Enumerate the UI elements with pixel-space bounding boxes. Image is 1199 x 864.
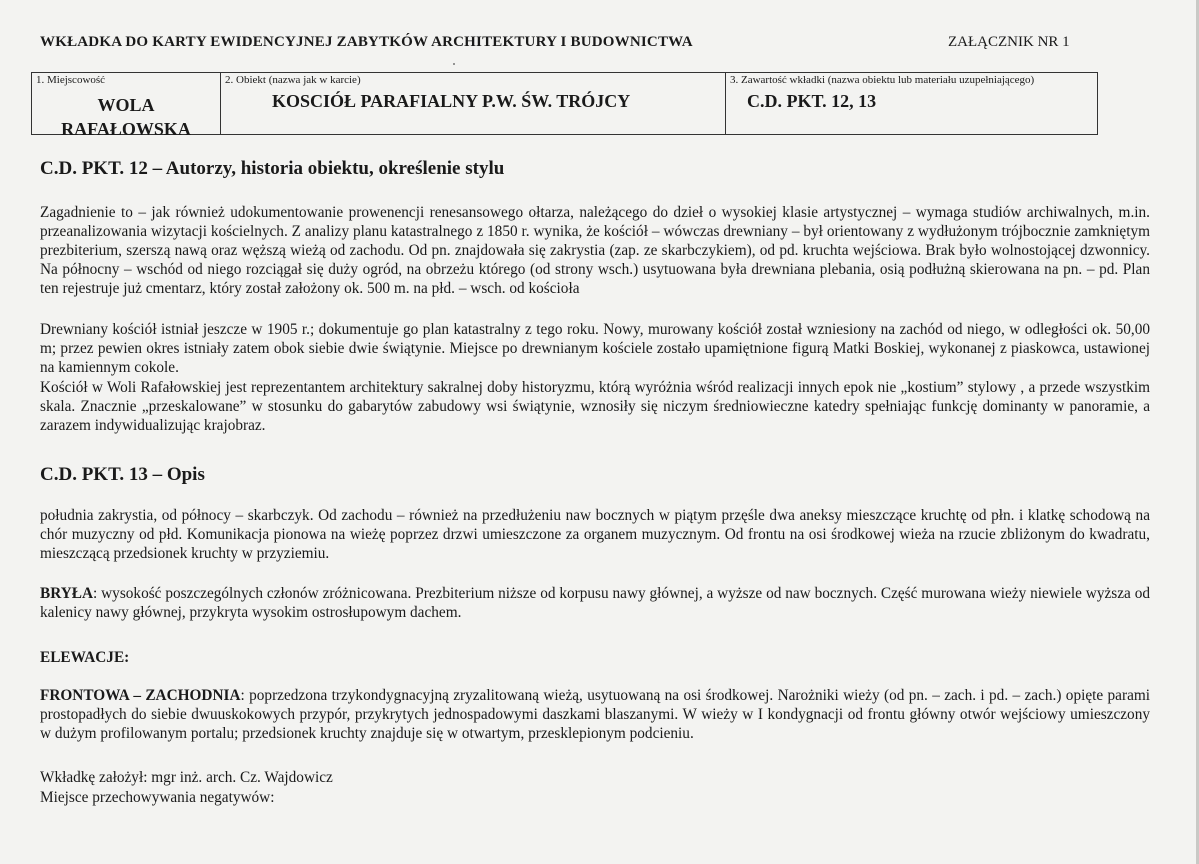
section13-heading: C.D. PKT. 13 – Opis <box>40 464 205 485</box>
frontowa-paragraph <box>40 686 1150 743</box>
elewacje-label: ELEWACJE: <box>40 649 130 666</box>
section12-paragraph3: Kościół w Woli Rafałowskiej jest reprezentantem architektury sakralnej doby historyzmu, którą wyróżnia wśród realizacji innych epok nie „kostium” stylowy , a przede wszystkim skala. Znacznie „przeskalowane” w stosunku do gabarytów zabudowy wsi świątynie, wznosiły się niczym średniowieczne katedry spełniając funkcję dominanty w panoramie, a zarazem indywidualizując krajobraz. <box>40 379 1150 434</box>
author-line: Wkładkę założył: mgr inż. arch. Cz. Wajdowicz <box>40 769 333 786</box>
section12-heading: C.D. PKT. 12 – Autorzy, historia obiektu, określenie stylu <box>40 158 505 179</box>
bryla-label: BRYŁA <box>40 585 94 602</box>
field-zawartosc-value: C.D. PKT. 12, 13 <box>747 91 877 111</box>
field-miejscowosc-value <box>32 93 220 141</box>
frontowa-text: : poprzedzona trzykondygnacyjną zryzalitowaną wieżą, usytuowaną na osi środkowej. Narożniki wieży (od pn. – zach. i pd. – zach.) opięte parami prostopadłych do siebie dwuuskokowych przypór, przykrytych jednospadowymi daszkami blaszanymi. W wieży w I kondygnacji od frontu główny otwór wejściowy umieszczony w dużym profilowanym portalu; przedsionek kruchty znajduje się w otwartym, przesklepionym podcieniu. <box>40 687 1151 742</box>
elewacje-heading <box>40 648 1150 667</box>
field-miejscowosc <box>31 72 221 139</box>
frontowa-label: FRONTOWA – ZACHODNIA <box>40 687 241 704</box>
section13-paragraph1: południa zakrystia, od północy – skarbczyk. Od zachodu – również na przedłużeniu naw bocznych w piątym przęśle dwa aneksy mieszczące kruchtę od płn. i klatkę schodową na chór muzyczny od płd. Komunikacja pionowa na wieżę poprzez drzwi umieszczone za organem muzycznym. Od frontu na osi środkowej wieża na rzucie zbliżonym do kwadratu, mieszczącą przedsionek kruchty w przyziemiu. <box>40 507 1150 562</box>
field-zawartosc <box>725 72 1098 135</box>
section12-paragraph2: Drewniany kościół istniał jeszcze w 1905 r.; dokumentuje go plan katastralny z tego roku. Nowy, murowany kościół został wzniesiony na zachód od niego, w odległości ok. 50,00 m; przez pewien okres istniały zatem obok siebie dwie świątynie. Miejsce po drewnianym kościele zostało upamiętnione figurą Matki Boskiej, wykonanej z piaskowca, ustawionej na kamiennym cokole. <box>40 321 1150 376</box>
storage-line: Miejsce przechowywania negatywów: <box>40 789 275 806</box>
miejscowosc-line1: WOLA <box>97 95 155 115</box>
form-title: WKŁADKA DO KARTY EWIDENCYJNEJ ZABYTKÓW ARCHITEKTURY I BUDOWNICTWA <box>40 34 693 50</box>
bryla-text: : wysokość poszczególnych członów zróżnicowana. Prezbiterium niższe od korpusu nawy głównej, a wyższe od naw bocznych. Część murowana wieży niewiele wyższa od kalenicy nawy głównej, przykryta wysokim ostrosłupowym dachem. <box>40 585 1150 621</box>
field-obiekt-label: 2. Obiekt (nazwa jak w karcie) <box>225 74 361 86</box>
field-obiekt <box>220 72 726 135</box>
scan-dot <box>453 63 455 65</box>
attachment-number: ZAŁĄCZNIK NR 1 <box>948 34 1070 50</box>
bryla-paragraph <box>40 584 1150 622</box>
field-zawartosc-label: 3. Zawartość wkładki (nazwa obiektu lub materiału uzupełniającego) <box>730 74 1035 86</box>
section12-paragraph1: Zagadnienie to – jak również udokumentowanie prowenencji renesansowego ołtarza, należącego do dzieł o wysokiej klasie artystycznej – wymaga studiów archiwalnych, m.in. przeanalizowania wizytacji kościelnych. Z analizy planu katastralnego z 1850 r. wynika, że kościół – wówczas drewniany – był orientowany z wydłużonym trójbocznie zamkniętym prezbiterium, szerszą nawą oraz węższą wieżą od zachodu. Od pn. znajdowała się zakrystia (zap. ze skarbczykiem), od pd. kruchta wejściowa. Brak było wolnostojącej dzwonnicy. Na północny – wschód od niego rozciągał się duży ogród, na obrzeżu którego (od strony wsch.) usytuowana była drewniana plebania, osią podłużną skierowana na pn. – pd. Plan ten rejestruje już cmentarz, który został założony ok. 500 m. na płd. – wsch. od kościoła <box>40 204 1150 297</box>
field-obiekt-value: KOSCIÓŁ PARAFIALNY P.W. ŚW. TRÓJCY <box>272 91 631 111</box>
field-miejscowosc-label: 1. Miejscowość <box>36 74 106 86</box>
miejscowosc-line2: RAFAŁOWSKA <box>61 119 191 139</box>
